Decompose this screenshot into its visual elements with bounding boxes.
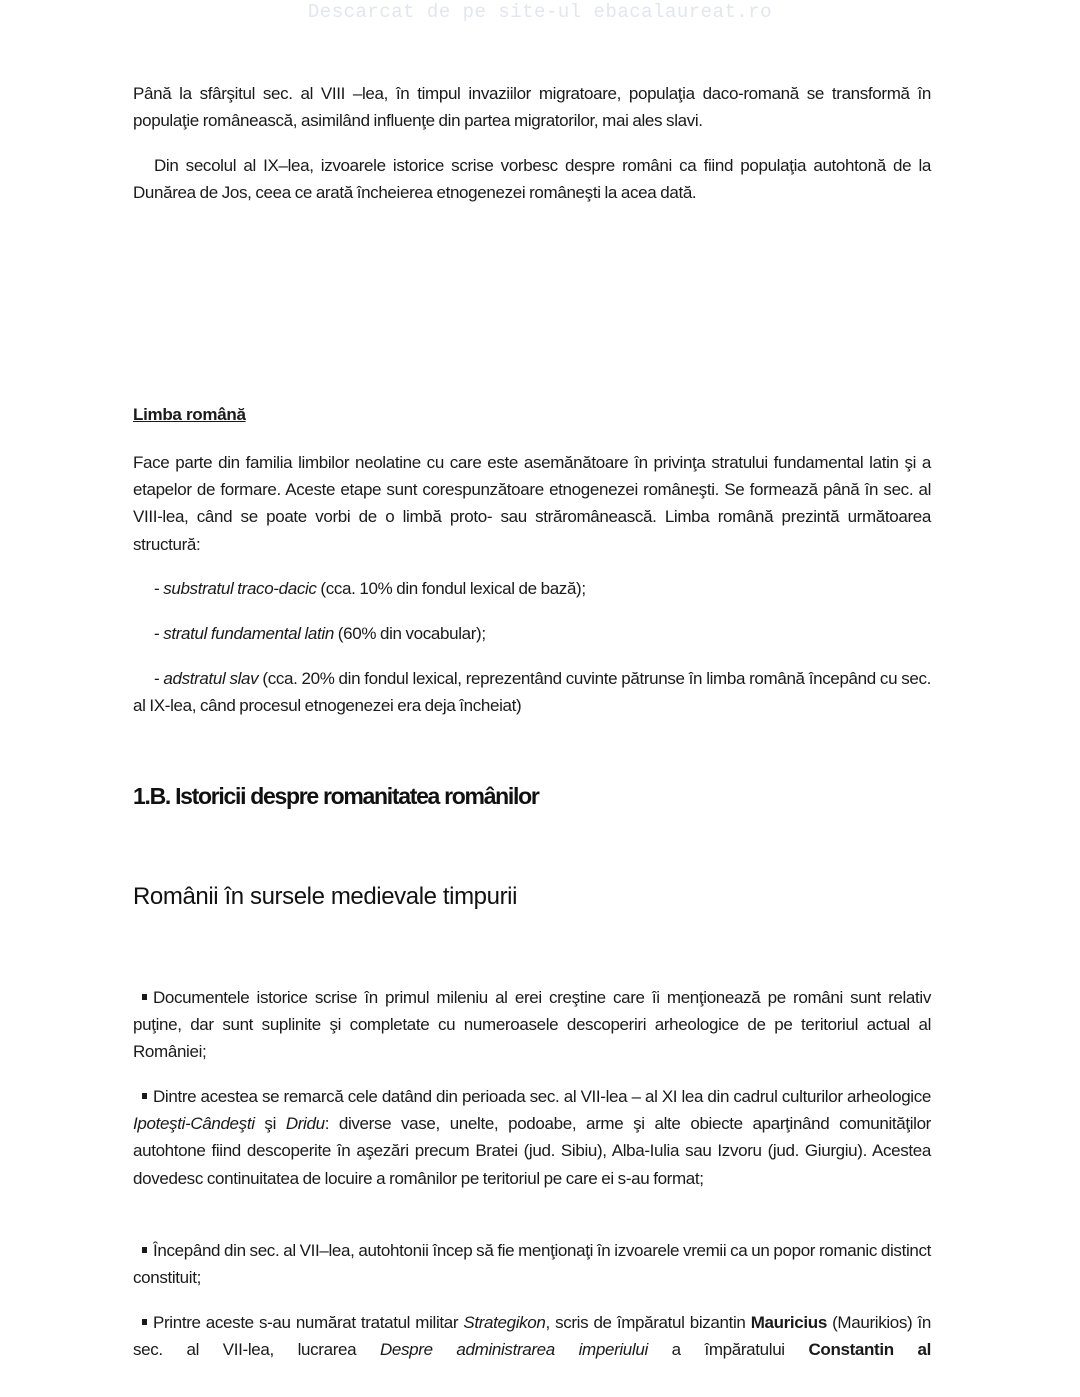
limba-paragraph: Face parte din familia limbilor neolatine cu care este asemănătoare în privinţa stratului fundamental latin şi a etapelor de formare. Aceste etape sunt corespunzătoare etnogenezei româneşti. Se formează până în sec. al VIII-lea, când se poate vorbi de o limbă proto- sau străromânească. Limba română prezintă următoarea structură: bbox=[133, 453, 931, 554]
limba-romana-title: Limba română bbox=[133, 405, 246, 424]
term-strat-latin: stratul fundamental latin bbox=[163, 624, 334, 643]
bullet-square-icon bbox=[142, 1319, 147, 1325]
watermark: Descarcat de pe site-ul ebacalaureat.ro bbox=[307, 1, 773, 23]
intro-paragraph-2: Din secolul al IX–lea, izvoarele istorice scrise vorbesc despre români ca fiind populaţia autohtonă de la Dunărea de Jos, ceea ce arată încheierea etnogenezei româneşti la acea dată. bbox=[133, 156, 931, 203]
structure-item-1: - substratul traco-dacic (cca. 10% din fondul lexical de bază); bbox=[154, 579, 586, 598]
bullet-4: Printre aceste s-au numărat tratatul militar Strategikon, scris de împăratul bizantin Mauricius (Maurikios) în sec. al VII-lea, lucrarea Despre administrarea imperiului a împăratului Constantin al bbox=[133, 1313, 931, 1360]
section-subheading: Românii în sursele medievale timpurii bbox=[133, 883, 518, 910]
term-substrat: substratul traco-dacic bbox=[163, 579, 317, 598]
bullet-3: Începând din sec. al VII–lea, autohtonii încep să fie menţionaţi în izvoarele vremii ca un popor romanic distinct constituit; bbox=[133, 1241, 931, 1288]
intro-paragraph-1: Până la sfârşitul sec. al VIII –lea, în timpul invaziilor migratoare, populaţia daco-romană se transformă în populaţie românească, asimilând influenţe din partea migratorilor, mai ales slavi. bbox=[133, 84, 931, 131]
section-heading: 1.B. Istoricii despre romanitatea românilor bbox=[133, 783, 539, 809]
term-adstrat-slav: adstratul slav bbox=[163, 669, 259, 688]
bullet-1: Documentele istorice scrise în primul mileniu al erei creştine care îi menţionează pe români sunt relativ puţine, dar sunt suplinite şi completate cu numeroasele descoperiri arheologice de pe teritoriul actual al României; bbox=[133, 988, 931, 1062]
bullet-square-icon bbox=[142, 994, 147, 1000]
bullet-2: Dintre acestea se remarcă cele datând din perioada sec. al VII-lea – al XI lea din cadrul culturilor arheologice Ipoteşti-Cândeşti şi Dridu: diverse vase, unelte, podoabe, arme şi alte obiecte aparţinând comunităţilor autohtone fiind descoperite în aşezări precum Bratei (jud. Sibiu), Alba-Iulia sau Izvoru (jud. Giurgiu). Acestea dovedesc continuitatea de locuire a românilor pe teritoriul pe care ei s-au format; bbox=[133, 1087, 931, 1188]
structure-item-3: - adstratul slav (cca. 20% din fondul lexical, reprezentând cuvinte pătrunse în limba română începând cu sec. al IX-lea, când procesul etnogenezei era deja încheiat) bbox=[133, 669, 932, 716]
bullet-square-icon bbox=[142, 1093, 147, 1099]
bullet-square-icon bbox=[142, 1247, 147, 1253]
structure-item-2: - stratul fundamental latin (60% din vocabular); bbox=[154, 624, 486, 643]
